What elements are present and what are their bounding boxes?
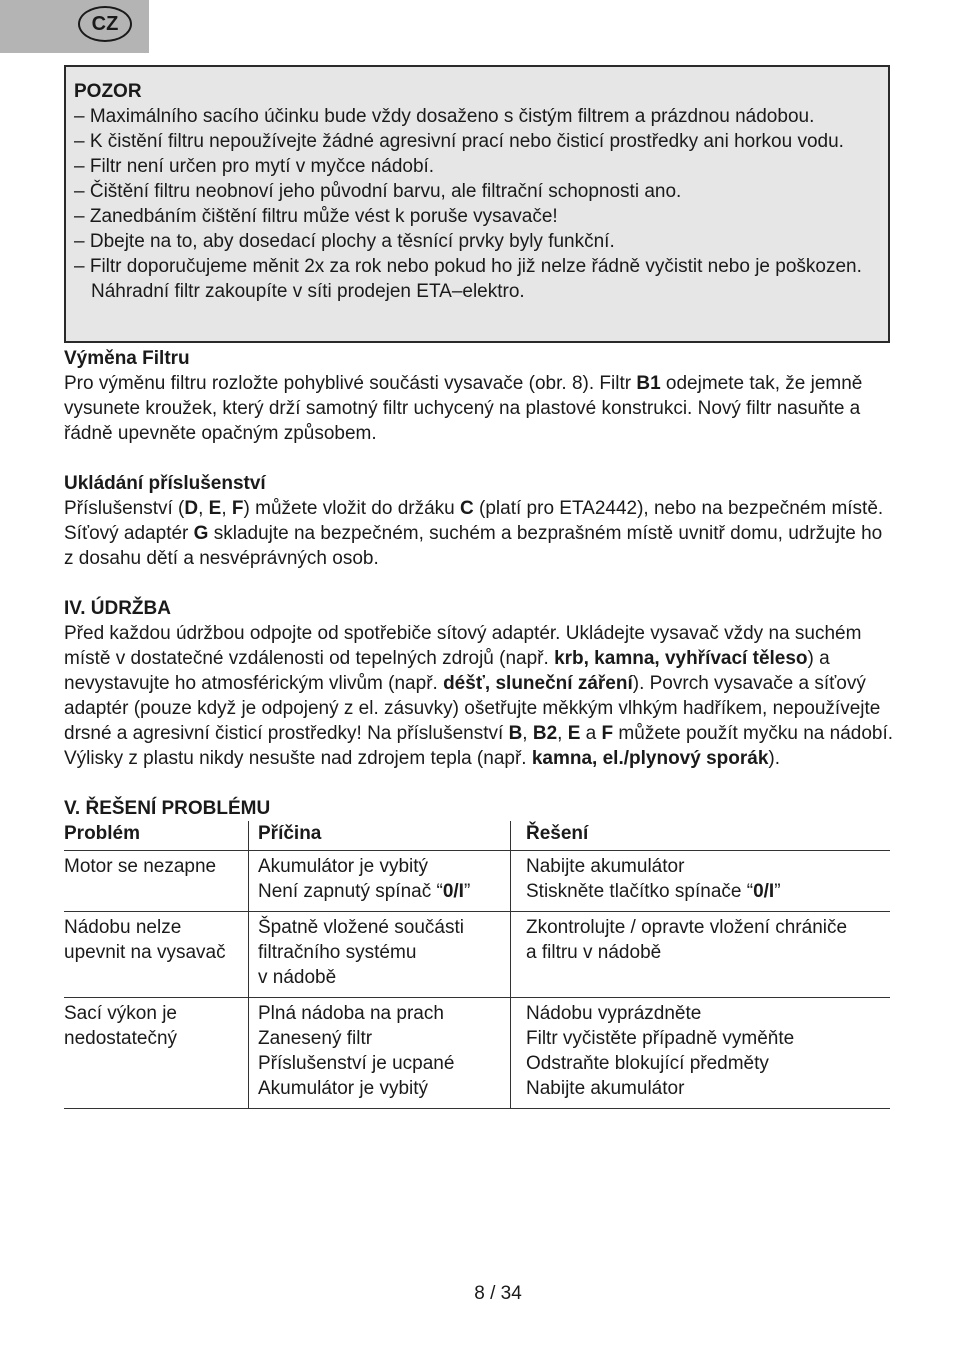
filter-change-text: Pro výměnu filtru rozložte pohyblivé součásti vysavače (obr. 8). Filtr B1 odejmete tak, že jemně vysunete kroužek, který drží samotný filtr uchycený na plastové konstrukci. Nový filtr nasuňte a řádně upevněte opačným způsobem.	[64, 373, 863, 444]
header-problem: Problém	[64, 823, 141, 844]
warning-item: – Filtr doporučujeme měnit 2x za rok nebo pokud ho již nelze řádně vyčistit nebo je poškozen. Náhradní filtr zakoupíte v síti prodejen ETA–elektro.	[74, 256, 862, 302]
warning-item: – Zanedbáním čištění filtru může vést k poruše vysavače!	[74, 206, 558, 227]
filter-change-title: Výměna Filtru	[64, 348, 190, 369]
warning-item: – Čištění filtru neobnoví jeho původní barvu, ale filtrační schopnosti ano.	[74, 181, 682, 202]
warning-box	[64, 65, 890, 343]
troubleshooting-section	[64, 796, 894, 1109]
page-number: 8 / 34	[474, 1283, 522, 1304]
warning-list	[74, 104, 878, 304]
problem-cell: Motor se nezapne	[64, 851, 249, 912]
header-cause: Příčina	[249, 821, 511, 851]
solution-cell: Zkontrolujte / opravte vložení chrániče a filtru v nádobě	[511, 912, 891, 998]
maintenance-text: Před každou údržbou odpojte od spotřebiče sítový adaptér. Ukládejte vysavač vždy na suchém místě v dostatečné vzdálenosti od tepelných zdrojů (např. krb, kamna, vyhřívací těleso) a nevystavujte ho atmosférickým vlivům (např. déšť, sluneční záření). Povrch vysavače a síťový adaptér (pouze když je odpojený z el. zásuvky) ošetřujte měkkým vlhkým hadříkem, nepoužívejte drsné a agresivní čisticí prostředky! Na příslušenství B, B2, E a F můžete použít myčku na nádobí. Výlisky z plastu nikdy nesušte nad zdrojem tepla (např. kamna, el./plynový sporák).	[64, 623, 894, 769]
maintenance-section	[64, 596, 894, 771]
filter-change-section	[64, 346, 894, 446]
accessory-storage-section	[64, 471, 894, 571]
warning-item: – Dbejte na to, aby dosedací plochy a těsnící prvky byly funkční.	[74, 231, 615, 252]
language-badge: CZ	[78, 6, 132, 42]
accessory-storage-text: Příslušenství (D, E, F) můžete vložit do držáku C (platí pro ETA2442), nebo na bezpečném místě. Síťový adaptér G skladujte na bezpečném, suchém a bezprašném místě uvnitř domu, udržujte ho z dosahu dětí a nesvéprávných osob.	[64, 498, 884, 569]
page-content	[64, 346, 894, 1134]
troubleshooting-table	[64, 821, 890, 1109]
table-row	[64, 998, 890, 1109]
header-solution: Řešení	[511, 821, 891, 851]
maintenance-title: IV. ÚDRŽBA	[64, 598, 171, 619]
accessory-storage-title: Ukládání příslušenství	[64, 473, 266, 494]
cause-cell: Plná nádoba na prach Zanesený filtr Příslušenství je ucpané Akumulátor je vybitý	[249, 998, 511, 1109]
solution-cell: Nádobu vyprázdněte Filtr vyčistěte případně vyměňte Odstraňte blokující předměty Nabijte akumulátor	[511, 998, 891, 1109]
language-tab	[0, 0, 149, 53]
table-row	[64, 912, 890, 998]
warning-item: – Maximálního sacího účinku bude vždy dosaženo s čistým filtrem a prázdnou nádobou.	[74, 106, 815, 127]
warning-item: – K čistění filtru nepoužívejte žádné agresivní prací nebo čisticí prostředky ani horkou vodu.	[74, 131, 844, 152]
warning-item: – Filtr není určen pro mytí v myčce nádobí.	[74, 156, 435, 177]
cause-cell: Špatně vložené součásti filtračního systému v nádobě	[249, 912, 511, 998]
troubleshooting-title: V. ŘEŠENÍ PROBLÉMU	[64, 798, 271, 819]
warning-title: POZOR	[74, 81, 142, 102]
problem-cell: Sací výkon je nedostatečný	[64, 998, 249, 1109]
table-header-row	[64, 821, 890, 851]
cause-cell: Akumulátor je vybitý Není zapnutý spínač “0/I”	[249, 851, 511, 912]
problem-cell: Nádobu nelze upevnit na vysavač	[64, 912, 249, 998]
table-row	[64, 851, 890, 912]
solution-cell: Nabijte akumulátor Stiskněte tlačítko spínače “0/I”	[511, 851, 891, 912]
